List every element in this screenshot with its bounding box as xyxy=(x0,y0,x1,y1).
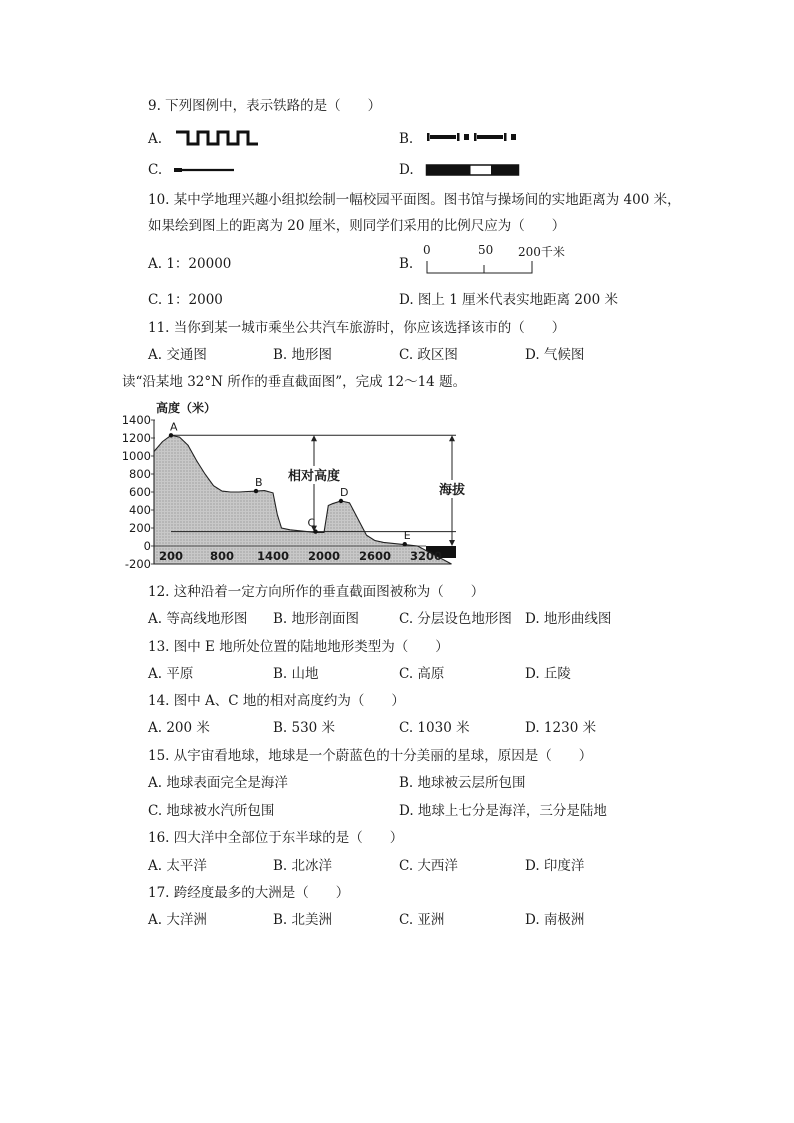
q12-option-c: C. 分层设色地形图 xyxy=(399,611,512,627)
q17-stem: 17. 跨经度最多的大洲是（ ） xyxy=(148,885,350,901)
q9-option-c-legend-icon xyxy=(172,164,238,176)
x-tick-label: 200 xyxy=(158,549,184,563)
y-tick-label: 0 xyxy=(143,539,151,553)
q11-option-d: D. 气候图 xyxy=(525,347,585,363)
scale-tick-0: 0 xyxy=(423,243,431,257)
point-b xyxy=(254,489,258,493)
q11-option-c: C. 政区图 xyxy=(399,347,458,363)
q13-option-d: D. 丘陵 xyxy=(525,666,571,682)
q15-option-b: B. 地球被云层所包围 xyxy=(399,775,526,791)
q17-option-c: C. 亚洲 xyxy=(399,912,445,928)
point-e xyxy=(403,542,407,546)
q15-option-c: C. 地球被水汽所包围 xyxy=(148,803,275,819)
q15-option-d: D. 地球上七分是海洋，三分是陆地 xyxy=(399,803,607,819)
q10-option-a: A. 1：20000 xyxy=(148,256,232,272)
altitude-arrowhead-down xyxy=(449,540,455,546)
q13-option-a: A. 平原 xyxy=(148,666,194,682)
y-tick-label: -200 xyxy=(124,557,151,570)
point-a xyxy=(169,433,173,437)
q13-option-b: B. 山地 xyxy=(273,666,319,682)
q12-option-b: B. 地形剖面图 xyxy=(273,611,360,627)
q13-option-c: C. 高原 xyxy=(399,666,445,682)
terrain-profile-chart xyxy=(120,398,490,570)
point-label-a: A xyxy=(170,420,178,434)
q10-stem-line1: 10. 某中学地理兴趣小组拟绘制一幅校园平面图。图书馆与操场间的实地距离为 400 米， xyxy=(148,192,681,208)
q12-option-a: A. 等高线地形图 xyxy=(148,611,248,627)
point-label-e: E xyxy=(403,529,411,543)
q9-option-b-legend-icon xyxy=(424,130,520,144)
q12-stem: 12. 这种沿着一定方向所作的垂直截面图被称为（ ） xyxy=(148,584,485,600)
q16-option-b: B. 北冰洋 xyxy=(273,858,333,874)
q14-stem: 14. 图中 A、C 地的相对高度约为（ ） xyxy=(148,693,405,709)
relative-height-arrowhead-up xyxy=(311,435,317,441)
q13-stem: 13. 图中 E 地所处位置的陆地地形类型为（ ） xyxy=(148,639,449,655)
q9-option-c-label: C. xyxy=(148,162,163,178)
q10-option-d: D. 图上 1 厘米代表实地距离 200 米 xyxy=(399,292,618,308)
point-label-c: C xyxy=(307,516,316,530)
q15-stem: 15. 从宇宙看地球，地球是一个蔚蓝色的十分美丽的星球，原因是（ ） xyxy=(148,748,593,764)
q16-option-c: C. 大西洋 xyxy=(399,858,458,874)
x-tick-label: 1400 xyxy=(256,549,290,563)
q16-option-a: A. 太平洋 xyxy=(148,858,207,874)
point-c xyxy=(313,529,317,533)
q9-option-a-legend-icon xyxy=(174,126,260,148)
scale-tick-50: 50 xyxy=(478,243,494,257)
q17-option-b: B. 北美洲 xyxy=(273,912,333,928)
y-tick-label: 800 xyxy=(129,467,151,481)
y-tick-label: 600 xyxy=(129,485,151,499)
q9-option-d-label: D. xyxy=(399,162,414,178)
q16-option-d: D. 印度洋 xyxy=(525,858,585,874)
q14-option-a: A. 200 米 xyxy=(148,720,210,736)
point-d xyxy=(339,499,343,503)
y-axis-title: 高度（米） xyxy=(156,401,217,415)
y-tick-label: 1400 xyxy=(121,413,151,427)
q10-option-b-label: B. xyxy=(399,256,414,272)
y-tick-label: 200 xyxy=(129,521,151,535)
q11-option-a: A. 交通图 xyxy=(148,347,207,363)
y-tick-label: 1200 xyxy=(121,431,151,445)
q10-option-c: C. 1：2000 xyxy=(148,292,223,308)
q11-stem: 11. 当你到某一城市乘坐公共汽车旅游时，你应该选择该市的（ ） xyxy=(148,320,566,336)
x-tick-label: 2000 xyxy=(307,549,341,563)
q15-option-a: A. 地球表面完全是海洋 xyxy=(148,775,288,791)
q9-option-b-label: B. xyxy=(399,131,414,147)
point-label-b: B xyxy=(255,476,263,490)
q17-option-d: D. 南极洲 xyxy=(525,912,585,928)
q10-stem-line2: 如果绘到图上的距离为 20 厘米，则同学们采用的比例尺应为（ ） xyxy=(148,218,566,234)
q14-option-b: B. 530 米 xyxy=(273,720,336,736)
scale-bar-line xyxy=(420,259,540,279)
q11-option-b: B. 地形图 xyxy=(273,347,333,363)
y-tick-label: 1000 xyxy=(121,449,151,463)
altitude-arrowhead-up xyxy=(449,435,455,441)
x-tick-label: 800 xyxy=(209,549,235,563)
point-label-d: D xyxy=(340,486,349,499)
q12-option-d: D. 地形曲线图 xyxy=(525,611,612,627)
q9-option-a-label: A. xyxy=(148,131,163,147)
y-tick-label: 400 xyxy=(129,503,151,517)
altitude-label: 海拔 xyxy=(438,483,466,498)
q17-option-a: A. 大洋洲 xyxy=(148,912,207,928)
q16-stem: 16. 四大洋中全部位于东半球的是（ ） xyxy=(148,830,404,846)
q9-stem: 9. 下列图例中，表示铁路的是（ ） xyxy=(148,98,382,114)
relative-height-label: 相对高度 xyxy=(287,469,341,484)
q14-option-d: D. 1230 米 xyxy=(525,720,597,736)
q14-option-c: C. 1030 米 xyxy=(399,720,470,736)
q10-scale-bar xyxy=(420,243,580,281)
scale-tick-200: 200千米 xyxy=(518,245,565,259)
section-intro: 读“沿某地 32°N 所作的垂直截面图”，完成 12～14 题。 xyxy=(122,374,467,390)
x-tick-label: 2600 xyxy=(358,549,392,563)
x-tick-label: 3200 xyxy=(409,549,443,563)
q9-option-d-legend-icon xyxy=(425,163,521,177)
